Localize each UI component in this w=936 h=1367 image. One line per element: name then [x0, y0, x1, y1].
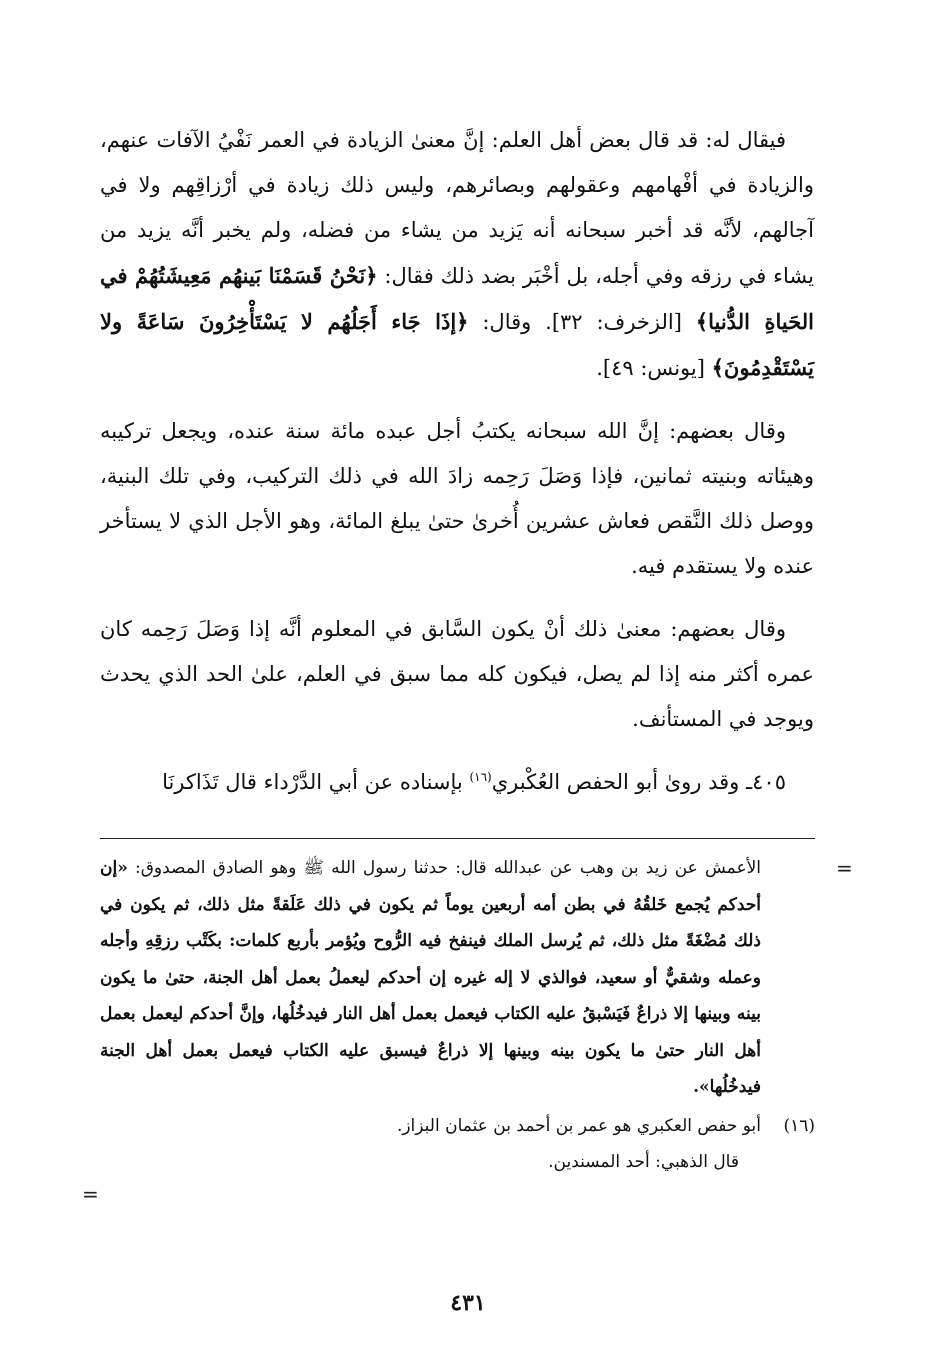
margin-mark-top: =: [836, 856, 853, 880]
margin-mark-bottom: =: [82, 1182, 99, 1206]
footnote-reference[interactable]: (١٦): [469, 770, 492, 784]
paragraph-2: [100, 409, 814, 589]
footnote-16: [100, 1108, 815, 1181]
footnote-divider: [100, 838, 815, 839]
paragraph-4: [100, 760, 814, 805]
footnote-hadith: «إن أحدكم يُجمع خَلقُهُ في بطن أمه أربعين يوماً ثم يكون في ذلك عَلَقةً مثل ذلك، ثم يكون في ذلك مُضْغَةً مثل ذلك، ثم يُرسل الملك فينفخ فيه الرُّوح ويُؤمر بأربع كلمات: بكَتْب رزقِهِ وأجله وعمله وشقيٌّ أو سعيد، فوالذي لا إله غيره إن أحدكم ليعملُ بعمل أهل الجنة، حتىٰ ما يكون بينه وبينها إلا ذراعٌ فَيَسْبقُ عليه الكتاب فيعمل بعمل أهل النار فيدخُلُها، وإنَّ أحدكم ليعمل بعمل أهل النار حتىٰ ما يكون بينه وبينها إلا ذراعٌ فيسبق عليه الكتاب فيعمل بعمل أهل الجنة فيدخُلُها».: [100, 858, 761, 1097]
footnote-line: أبو حفص العكبري هو عمر بن أحمد بن عثمان البزاز.: [396, 1115, 761, 1136]
main-text: [100, 118, 814, 823]
text-run: ٤٠٥ـ وقد روىٰ أبو الحفص العُكْبري: [491, 770, 786, 794]
text-run: بإسناده عن أبي الدَّرْداء قال تَذَاكرنَا: [162, 770, 470, 794]
quran-quote: ﴿إذَا جَاء أَجَلُهُم لا يَسْتَأْخِرُونَ سَاعَةً ولا يَسْتَقْدِمُونَ﴾: [100, 309, 814, 380]
text-run: وقال بعضهم: معنىٰ ذلك أنْ يكون السَّابق في المعلوم أنَّه إذا وَصَلَ رَحِمه كان عمره أكثر منه إذا لم يصل، فيكون كله مما سبق في العلم، علىٰ الحد الذي يحدث ويوجد في المستأنف.: [100, 617, 814, 731]
paragraph-1: [100, 118, 814, 391]
footnote-body: [100, 1108, 761, 1181]
text-run: وقال بعضهم: إنَّ الله سبحانه يكتبُ أجل عبده مائة سنة عنده، ويجعل تركيبه وهيئاته وبنيته ثمانين، فإذا وَصَلَ رَحِمه زادَ الله في ذلك التركيب، وفي تلك البنية، ووصل ذلك النَّقص فعاش عشرين أُخرىٰ حتىٰ يبلغ المائة، وهو الأجل الذي لا يستأخر عنده ولا يستقدم فيه.: [100, 419, 814, 578]
paragraph-3: [100, 607, 814, 742]
footnote-line: قال الذهبي: أحد المسندين.: [548, 1152, 739, 1172]
quran-quote: ﴿نَحْنُ قَسَمْنَا بَينهُم مَعِيشَتُهُمْ في الحَياةِ الدُّنيا﴾: [100, 263, 814, 334]
text-run: فيقال له: قد قال بعض أهل العلم: إنَّ معنىٰ الزيادة في العمر نَفْيُ الآفات عنهم، والزيادة في أفْهامهم وعقولهم وبصائرهم، وليس ذلك زيادة في أرْزاقِهم ولا في آجالهم، لأنَّه قد أخبر سبحانه أنه يَزيد من يشاء من فضله، ولم يخبر أنَّه يزيد من يشاء في رزقه وفي أجله، بل أخْبَر بضد ذلك فقال:: [100, 128, 814, 288]
page-number: ٤٣١: [450, 1290, 486, 1316]
footnote-isnad: الأعمش عن زيد بن وهب عن عبدالله قال: حدثنا رسول الله ﷺ وهو الصادق المصدوق:: [134, 858, 762, 878]
footnotes: [100, 850, 815, 1181]
footnote-number: (١٦): [783, 1115, 815, 1136]
footnote-continuation: [100, 850, 815, 1106]
citation: [يونس: ٤٩].: [596, 356, 712, 380]
citation: [الزخرف: ٣٢]. وقال:: [468, 310, 696, 334]
